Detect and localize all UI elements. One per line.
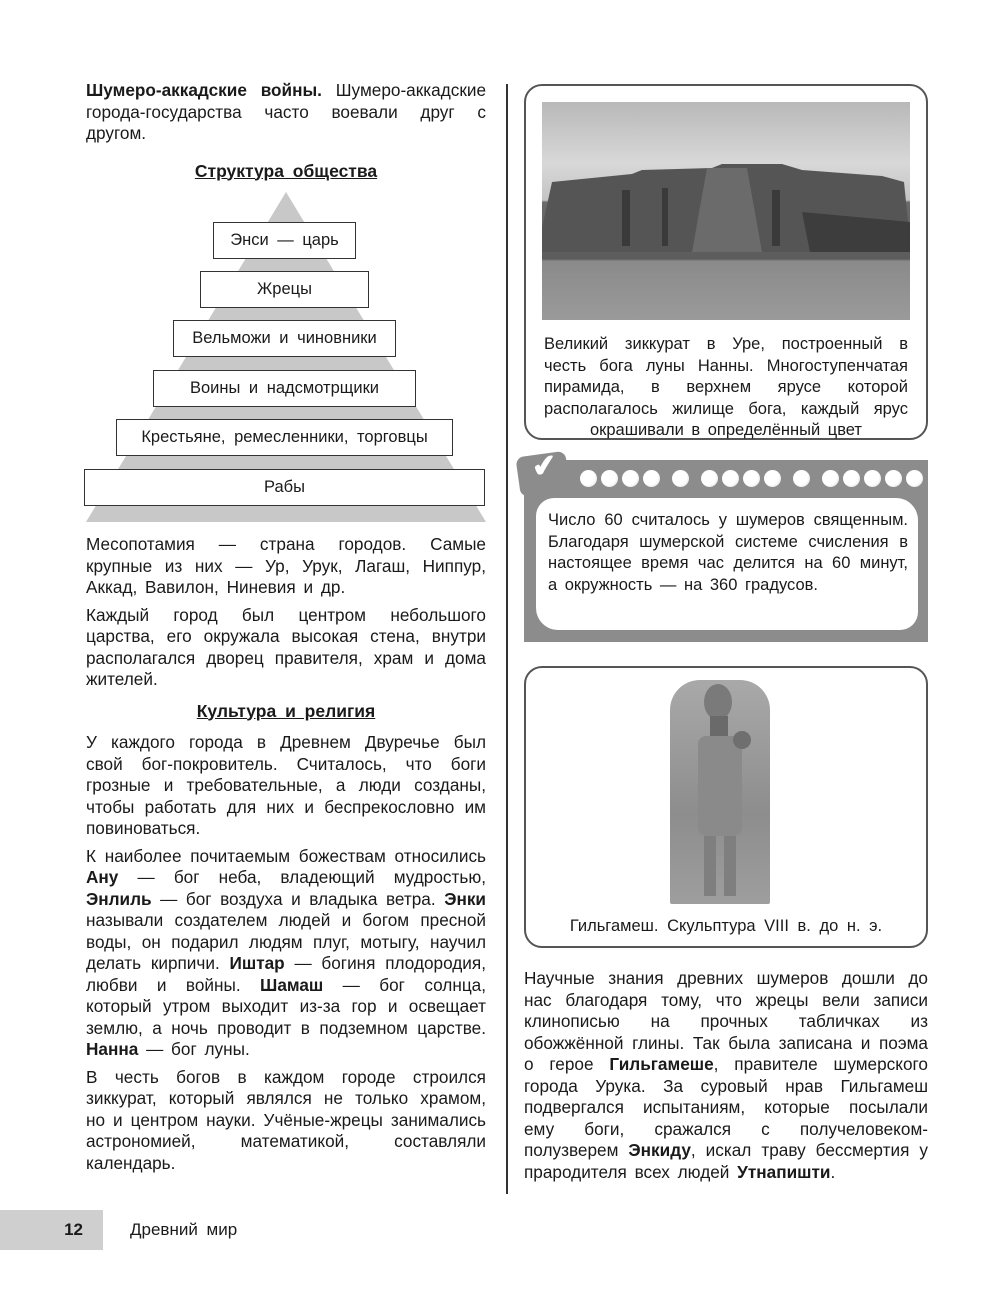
intro-bold-term: Шумеро-аккадские войны.	[86, 80, 322, 100]
fact-box	[524, 448, 928, 642]
dot-icon	[672, 470, 689, 487]
statue-caption: Гильгамеш. Скульптура VIII в. до н. э.	[569, 917, 883, 935]
dot-icon	[701, 470, 718, 487]
pyramid-tier-slaves: Рабы	[84, 469, 485, 506]
text: называли создателем людей и богом пресной воды, он подарил людям плуг, мотыгу, научил делать кирпичи.	[86, 910, 486, 973]
section-title: Древний мир	[130, 1220, 238, 1239]
right-column	[524, 84, 928, 1189]
ziggurat-image-icon	[542, 102, 910, 320]
culture-heading: Культура и религия	[196, 700, 376, 721]
dot-icon	[906, 470, 923, 487]
dot-icon	[764, 470, 781, 487]
checkmark-icon: ✔	[529, 448, 560, 485]
ziggurat-figure	[524, 84, 928, 440]
deity-ishtar: Иштар	[229, 953, 285, 973]
fact-text: Число 60 считалось у шумеров священным. Благодаря шумерской системе счисления в настоящее время час делится на 60 минут, а окружность — на 360 градусов.	[536, 498, 918, 630]
deity-shamash: Шамаш	[260, 974, 324, 995]
dot-icon	[580, 470, 597, 487]
text: .	[830, 1161, 836, 1182]
dot-icon	[743, 470, 760, 487]
pyramid-tier-priests: Жрецы	[200, 271, 369, 308]
dot-icon	[643, 470, 660, 487]
dot-icon	[885, 470, 902, 487]
decorative-dots	[580, 470, 923, 487]
society-pyramid	[86, 192, 486, 522]
structure-heading: Структура общества	[194, 160, 378, 181]
left-column	[86, 80, 486, 1180]
science-paragraph	[524, 968, 928, 1183]
ziggurat-paragraph: В честь богов в каждом городе строился зиккурат, который являлся не только храмом, но и центром науки. Учёные-жрецы занимались астрономией, математикой, составляли календарь.	[86, 1066, 486, 1173]
gods-intro-paragraph: У каждого города в Древнем Двуречье был свой бог-покровитель. Считалось, что боги грозные и требовательные, а люди созданы, чтобы работать для них и беспрекословно им повиноваться.	[86, 732, 486, 838]
text: — богиня плодородия, любви и войны.	[86, 953, 486, 995]
text: — бог воздуха и владыка ветра.	[151, 888, 445, 909]
dot-icon	[622, 470, 639, 487]
ziggurat-photo	[542, 102, 910, 320]
text: , правителе шумерского города Урука. За суровый нрав Гильгамеш подвергался испытаниям, которые посылали ему боги, сражался с получеловеком-полузверем	[524, 1054, 928, 1160]
intro-paragraph	[86, 80, 486, 145]
text: , искал траву бессмертия у прародителя всех людей	[524, 1140, 928, 1182]
column-divider	[506, 84, 508, 1194]
deities-paragraph	[86, 846, 486, 1061]
deity-anu: Ану	[86, 867, 119, 887]
statue-figure-icon	[670, 680, 770, 904]
dot-icon	[843, 470, 860, 487]
text: К наиболее почитаемым божествам относились	[86, 845, 486, 866]
text: — бог луны.	[138, 1039, 250, 1059]
text: Научные знания древних шумеров дошли до нас благодаря тому, что жрецы вели записи клинописью на прочных табличках из обожжённой глины. Так была записана и поэма о герое	[524, 968, 928, 1074]
pyramid-tier-warriors: Воины и надсмотрщики	[153, 370, 416, 407]
dot-icon	[722, 470, 739, 487]
deity-nanna: Нанна	[86, 1039, 139, 1059]
pyramid-tier-ensi: Энси — царь	[213, 222, 356, 259]
deity-enlil: Энлиль	[86, 888, 152, 909]
gilgamesh-statue-image	[670, 680, 770, 904]
deity-enki: Энки	[444, 888, 486, 909]
pyramid-tier-nobles: Вельможи и чиновники	[173, 320, 396, 357]
intro-text: Шумеро-аккадские города-государства часто воевали друг с другом.	[86, 80, 487, 143]
text: — бог солнца, который утром выходит из-за гор и освещает землю, а ночь проводит в подземном царстве.	[86, 974, 487, 1038]
text: — бог неба, владеющий мудростью,	[118, 867, 486, 887]
page-number: 12	[0, 1210, 103, 1250]
cities-paragraph: Месопотамия — страна городов. Самые крупные из них — Ур, Урук, Лагаш, Ниппур, Аккад, Вавилон, Ниневия и др.	[86, 534, 486, 597]
term-utnapishti: Утнапишти	[737, 1161, 831, 1182]
term-gilgamesh: Гильгамеше	[609, 1054, 714, 1074]
dot-icon	[864, 470, 881, 487]
ziggurat-caption: Великий зиккурат в Уре, построенный в честь бога луны Нанны. Многоступенчатая пирамида, в верхнем ярусе которой располагалось жилище бога, каждый ярус окрашивали в определённый цвет	[544, 335, 908, 439]
gilgamesh-figure	[524, 666, 928, 948]
pyramid-tier-peasants: Крестьяне, ремесленники, торговцы	[116, 419, 453, 456]
dot-icon	[793, 470, 810, 487]
city-center-paragraph: Каждый город был центром небольшого царства, его окружала высокая стена, внутри располагался дворец правителя, храм и дома жителей.	[86, 604, 486, 689]
dot-icon	[601, 470, 618, 487]
dot-icon	[822, 470, 839, 487]
term-enkidu: Энкиду	[628, 1140, 691, 1160]
